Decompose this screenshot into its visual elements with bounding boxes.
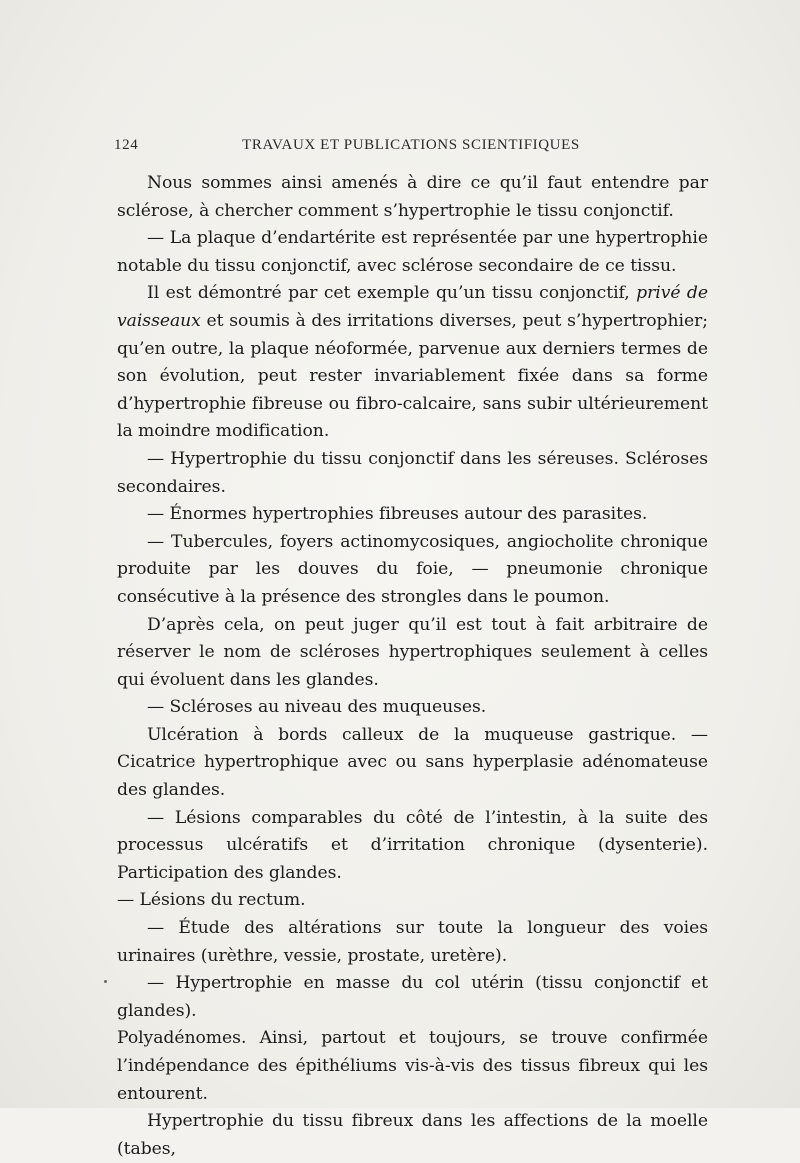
paragraph: — Étude des altérations sur toute la longueur des voies urinaires (urèthre, vessie, prostate, uretère).: [117, 918, 708, 966]
paragraph: — Tubercules, foyers actinomycosiques, angiocholite chronique produite par les douves du foie, — pneumonie chronique consécutive à la présence des strongles dans le poumon.: [117, 531, 708, 607]
page-number: 124: [114, 137, 139, 153]
italic-phrase: privé de vaisseaux: [117, 283, 709, 331]
body-text: [117, 170, 708, 1163]
paragraph-text: Il est démontré par cet exemple qu’un tissu conjonctif,: [147, 283, 637, 304]
paragraph: — Hypertrophie en masse du col utérin (tissu conjonctif et glandes).: [117, 973, 708, 1021]
paragraph: — Lésions du rectum.: [117, 890, 306, 911]
paragraph: Ulcération à bords calleux de la muqueuse gastrique. — Cicatrice hypertrophique avec ou sans hyperplasie adénomateuse des glandes.: [117, 724, 708, 801]
paragraph-text: et soumis à des irritations diverses, peut s’hypertrophier; qu’en outre, la plaque néoformée, parvenue aux derniers termes de son évolution, peut rester invariablement fixée dans sa forme d’hypertrophie fibreuse ou fibro-calcaire, sans subir ultérieurement la moindre modification.: [117, 310, 708, 442]
paragraph: — Lésions comparables du côté de l’intestin, à la suite des processus ulcératifs et d’irritation chronique (dysenterie). Participation des glandes.: [117, 807, 708, 883]
paragraph: — La plaque d’endartérite est représentée par une hypertrophie notable du tissu conjonctif, avec sclérose secondaire de ce tissu.: [117, 228, 708, 276]
paragraph: — Hypertrophie du tissu conjonctif dans les séreuses. Scléroses secondaires.: [117, 448, 708, 497]
ink-speck: [104, 980, 107, 983]
paragraph: Hypertrophie du tissu fibreux dans les affections de la moelle (tabes,: [117, 1111, 708, 1159]
paragraph: Polyadénomes. Ainsi, partout et toujours, se trouve confirmée l’indépendance des épithéliums vis-à-vis des tissus fibreux qui les entourent.: [117, 1028, 708, 1104]
paragraph: D’après cela, on peut juger qu’il est tout à fait arbitraire de réserver le nom de scléroses hypertrophiques seulement à celles qui évoluent dans les glandes.: [117, 614, 708, 690]
running-title: TRAVAUX ET PUBLICATIONS SCIENTIFIQUES: [242, 137, 580, 153]
paragraph: [117, 280, 708, 446]
paragraph: — Énormes hypertrophies fibreuses autour des parasites.: [147, 504, 648, 525]
paragraph: Nous sommes ainsi amenés à dire ce qu’il faut entendre par sclérose, à chercher comment s’hypertrophie le tissu conjonctif.: [117, 173, 708, 221]
running-header: [114, 137, 708, 154]
paragraph: — Scléroses au niveau des muqueuses.: [147, 697, 487, 718]
